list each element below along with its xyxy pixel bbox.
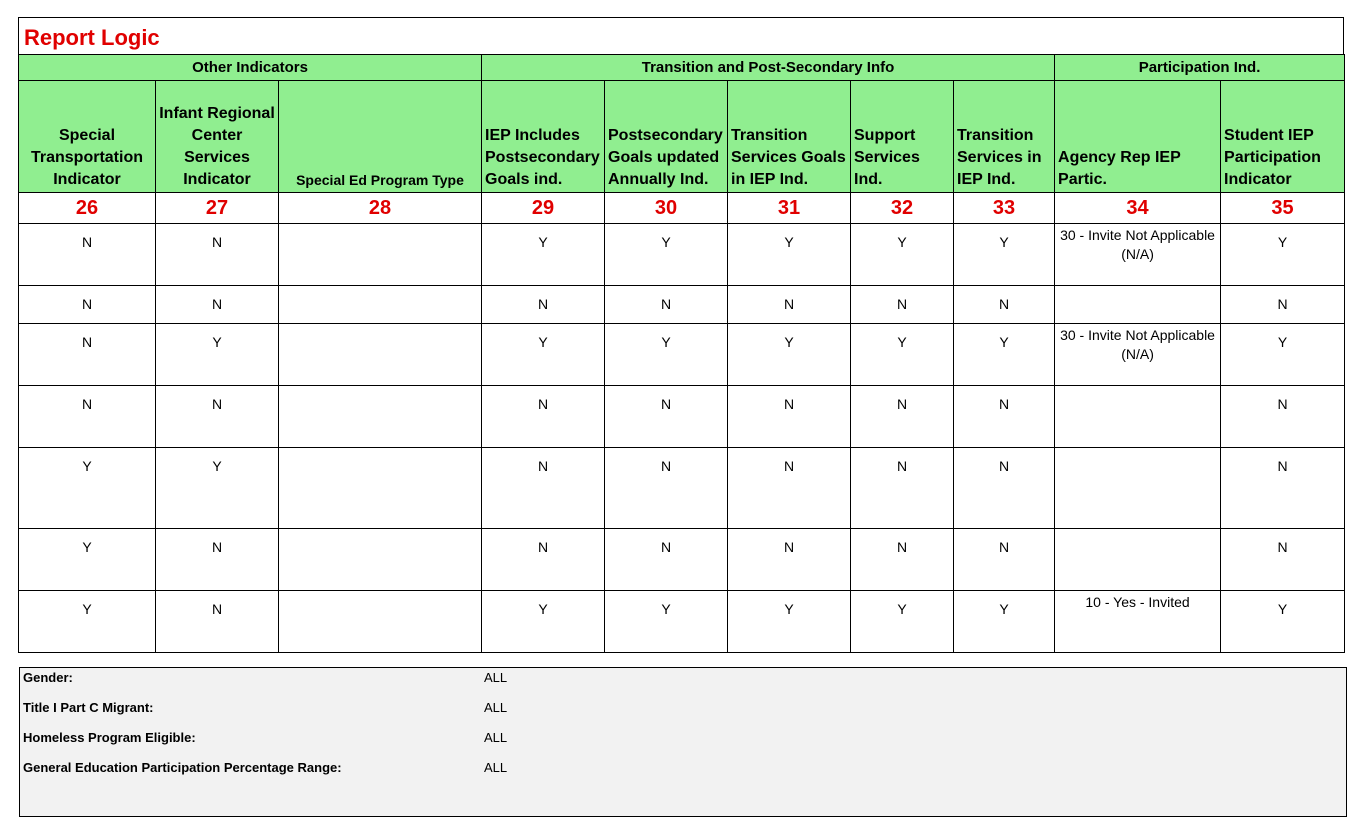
column-number: 34	[1055, 193, 1221, 224]
parameters-panel	[19, 667, 1347, 817]
table-cell: N	[605, 529, 728, 591]
table-cell: Y	[728, 224, 851, 286]
table-cell: Y	[605, 591, 728, 653]
table-cell: N	[954, 448, 1055, 529]
table-cell: N	[954, 386, 1055, 448]
column-header: Transition Services in IEP Ind.	[954, 81, 1055, 193]
group-header-transition: Transition and Post-Secondary Info	[482, 55, 1055, 81]
table-cell: N	[605, 448, 728, 529]
table-cell: N	[1221, 286, 1345, 324]
parameter-value: ALL	[484, 760, 508, 775]
column-header: Agency Rep IEP Partic.	[1055, 81, 1221, 193]
table-cell	[279, 591, 482, 653]
column-header: Support Services Ind.	[851, 81, 954, 193]
column-number: 27	[156, 193, 279, 224]
table-cell	[279, 529, 482, 591]
table-cell: N	[605, 286, 728, 324]
table-cell: Y	[605, 324, 728, 386]
column-header: Special Ed Program Type	[279, 81, 482, 193]
parameter-label: Homeless Program Eligible:	[23, 730, 196, 745]
parameter-label: General Education Participation Percentage Range:	[23, 760, 342, 775]
report-title: Report Logic	[24, 25, 160, 50]
table-cell: N	[851, 448, 954, 529]
parameter-label: Title I Part C Migrant:	[23, 700, 154, 715]
table-row	[19, 529, 1345, 591]
table-cell: Y	[1221, 224, 1345, 286]
table-row	[19, 286, 1345, 324]
table-row	[19, 448, 1345, 529]
table-cell: Y	[954, 591, 1055, 653]
title-bar	[18, 17, 1344, 55]
table-cell: N	[156, 591, 279, 653]
column-number: 33	[954, 193, 1055, 224]
table-cell: Y	[954, 224, 1055, 286]
table-cell	[1055, 529, 1221, 591]
table-cell	[279, 448, 482, 529]
table-cell	[279, 286, 482, 324]
table-cell: N	[156, 224, 279, 286]
table-cell: Y	[851, 324, 954, 386]
table-row	[19, 386, 1345, 448]
column-number: 30	[605, 193, 728, 224]
table-cell: N	[19, 324, 156, 386]
table-cell: Y	[19, 529, 156, 591]
table-cell: N	[728, 286, 851, 324]
table-cell: Y	[851, 224, 954, 286]
table-cell: Y	[482, 591, 605, 653]
table-cell: Y	[728, 324, 851, 386]
table-cell: N	[954, 529, 1055, 591]
table-cell: N	[851, 286, 954, 324]
table-cell: N	[19, 286, 156, 324]
table-cell: 30 - Invite Not Applicable (N/A)	[1055, 324, 1221, 386]
table-cell: Y	[1221, 324, 1345, 386]
table-cell	[1055, 286, 1221, 324]
table-cell: Y	[19, 591, 156, 653]
table-cell	[1055, 386, 1221, 448]
table-cell: Y	[156, 448, 279, 529]
column-header: Special Transportation Indicator	[19, 81, 156, 193]
table-cell: N	[1221, 386, 1345, 448]
table-cell: N	[482, 529, 605, 591]
table-cell: N	[19, 386, 156, 448]
table-cell: Y	[482, 224, 605, 286]
table-cell: N	[605, 386, 728, 448]
table-cell: 10 - Yes - Invited	[1055, 591, 1221, 653]
table-cell: N	[728, 529, 851, 591]
table-cell: N	[156, 529, 279, 591]
table-cell: N	[851, 386, 954, 448]
parameter-label: Gender:	[23, 670, 73, 685]
table-row	[19, 324, 1345, 386]
parameter-value: ALL	[484, 670, 508, 685]
column-header: Infant Regional Center Services Indicator	[156, 81, 279, 193]
column-number: 26	[19, 193, 156, 224]
parameter-value: ALL	[484, 700, 508, 715]
table-cell: Y	[851, 591, 954, 653]
table-cell: N	[728, 448, 851, 529]
table-cell: N	[482, 386, 605, 448]
table-cell: N	[1221, 529, 1345, 591]
group-header-other-indicators: Other Indicators	[19, 55, 482, 81]
table-row	[19, 224, 1345, 286]
report-logic-table	[18, 17, 1344, 653]
table-row	[19, 591, 1345, 653]
indicator-grid	[18, 54, 1345, 653]
column-number: 29	[482, 193, 605, 224]
column-number: 35	[1221, 193, 1345, 224]
column-header: Postsecondary Goals updated Annually Ind.	[605, 81, 728, 193]
table-cell	[279, 224, 482, 286]
table-cell: N	[156, 286, 279, 324]
group-header-participation: Participation Ind.	[1055, 55, 1345, 81]
table-cell: N	[728, 386, 851, 448]
table-cell	[279, 386, 482, 448]
column-header: IEP Includes Postsecondary Goals ind.	[482, 81, 605, 193]
table-cell: N	[851, 529, 954, 591]
table-cell: N	[156, 386, 279, 448]
table-cell: 30 - Invite Not Applicable (N/A)	[1055, 224, 1221, 286]
data-rows	[19, 224, 1345, 653]
table-cell: N	[482, 286, 605, 324]
column-number: 31	[728, 193, 851, 224]
column-number: 28	[279, 193, 482, 224]
table-cell: Y	[156, 324, 279, 386]
table-cell: N	[1221, 448, 1345, 529]
column-number: 32	[851, 193, 954, 224]
table-cell: N	[954, 286, 1055, 324]
table-cell: Y	[19, 448, 156, 529]
table-cell: N	[482, 448, 605, 529]
parameter-value: ALL	[484, 730, 508, 745]
table-cell: Y	[605, 224, 728, 286]
column-header: Student IEP Participation Indicator	[1221, 81, 1345, 193]
table-cell: Y	[954, 324, 1055, 386]
table-cell: Y	[728, 591, 851, 653]
table-cell	[1055, 448, 1221, 529]
column-header: Transition Services Goals in IEP Ind.	[728, 81, 851, 193]
table-cell	[279, 324, 482, 386]
table-cell: N	[19, 224, 156, 286]
table-cell: Y	[482, 324, 605, 386]
table-cell: Y	[1221, 591, 1345, 653]
